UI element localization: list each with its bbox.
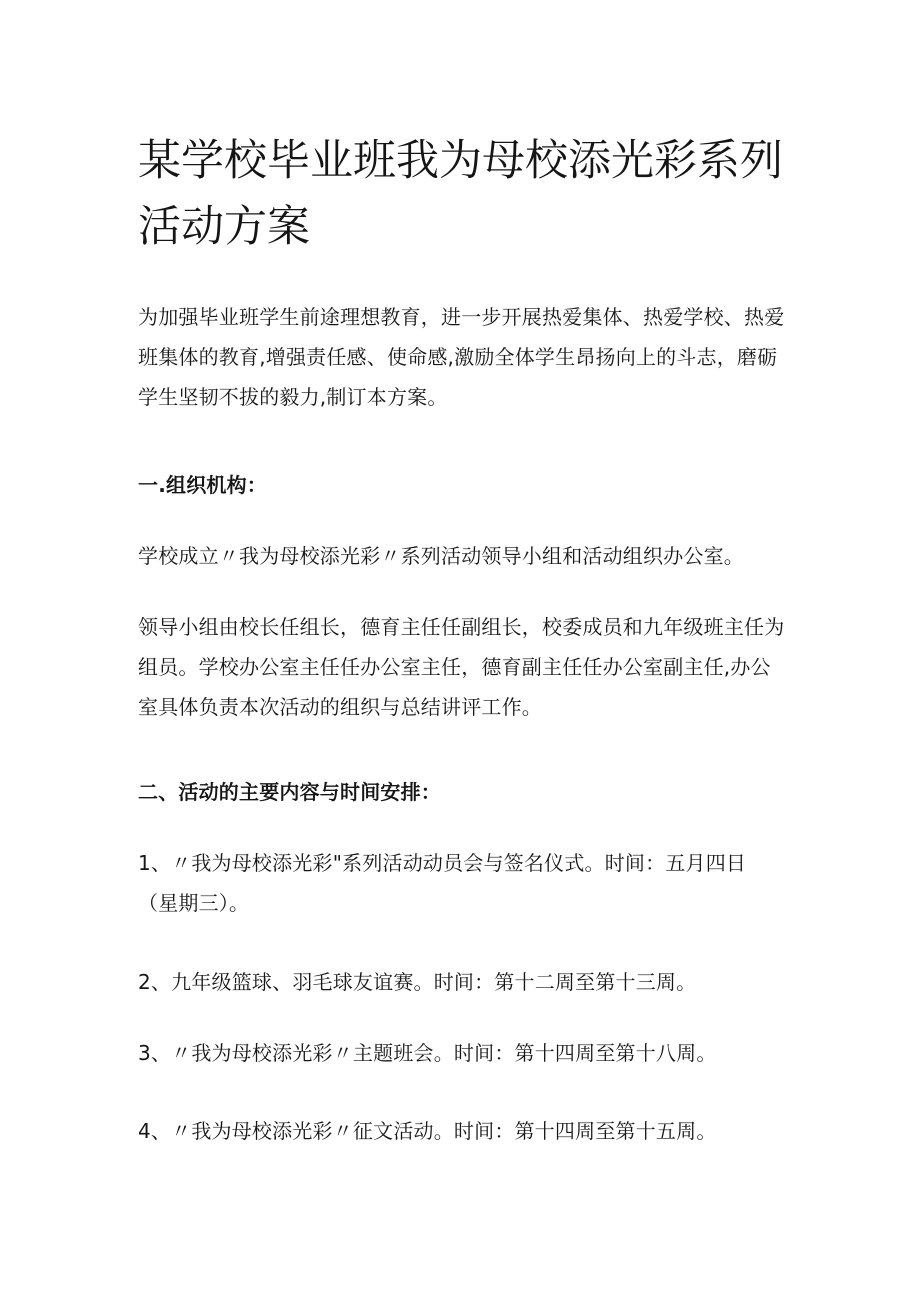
intro-paragraph: 为加强毕业班学生前途理想教育，进一步开展热爱集体、热爱学校、热爱班集体的教育,增强责任感、使命感,激励全体学生昂扬向上的斗志，磨砺学生坚韧不拔的毅力,制订本方案。: [138, 305, 785, 409]
section-1-paragraph-1: 学校成立〃我为母校添光彩〃系列活动领导小组和活动组织办公室。: [138, 544, 744, 568]
document-title: 某学校毕业班我为母校添光彩系列活动方案: [138, 136, 783, 252]
list-item: 3、〃我为母校添光彩〃主题班会。时间：第十四周至第十八周。: [138, 1041, 717, 1065]
list-item: 1、〃我为母校添光彩"系列活动动员会与签名仪式。时间：五月四日（星期三）。: [138, 851, 747, 915]
section-2-heading: 二、活动的主要内容与时间安排：: [138, 780, 441, 804]
list-item: 4、〃我为母校添光彩〃征文活动。时间：第十四周至第十五周。: [138, 1119, 717, 1143]
section-1-heading: 一.组织机构：: [138, 473, 267, 497]
section-1-paragraph-2: 领导小组由校长任组长，德育主任任副组长，校委成员和九年级班主任为组员。学校办公室主任任办公室主任，德育副主任任办公室副主任,办公室具体负责本次活动的组织与总结讲评工作。: [138, 615, 785, 719]
list-item: 2、九年级篮球、羽毛球友谊赛。时间：第十二周至第十三周。: [138, 970, 697, 994]
